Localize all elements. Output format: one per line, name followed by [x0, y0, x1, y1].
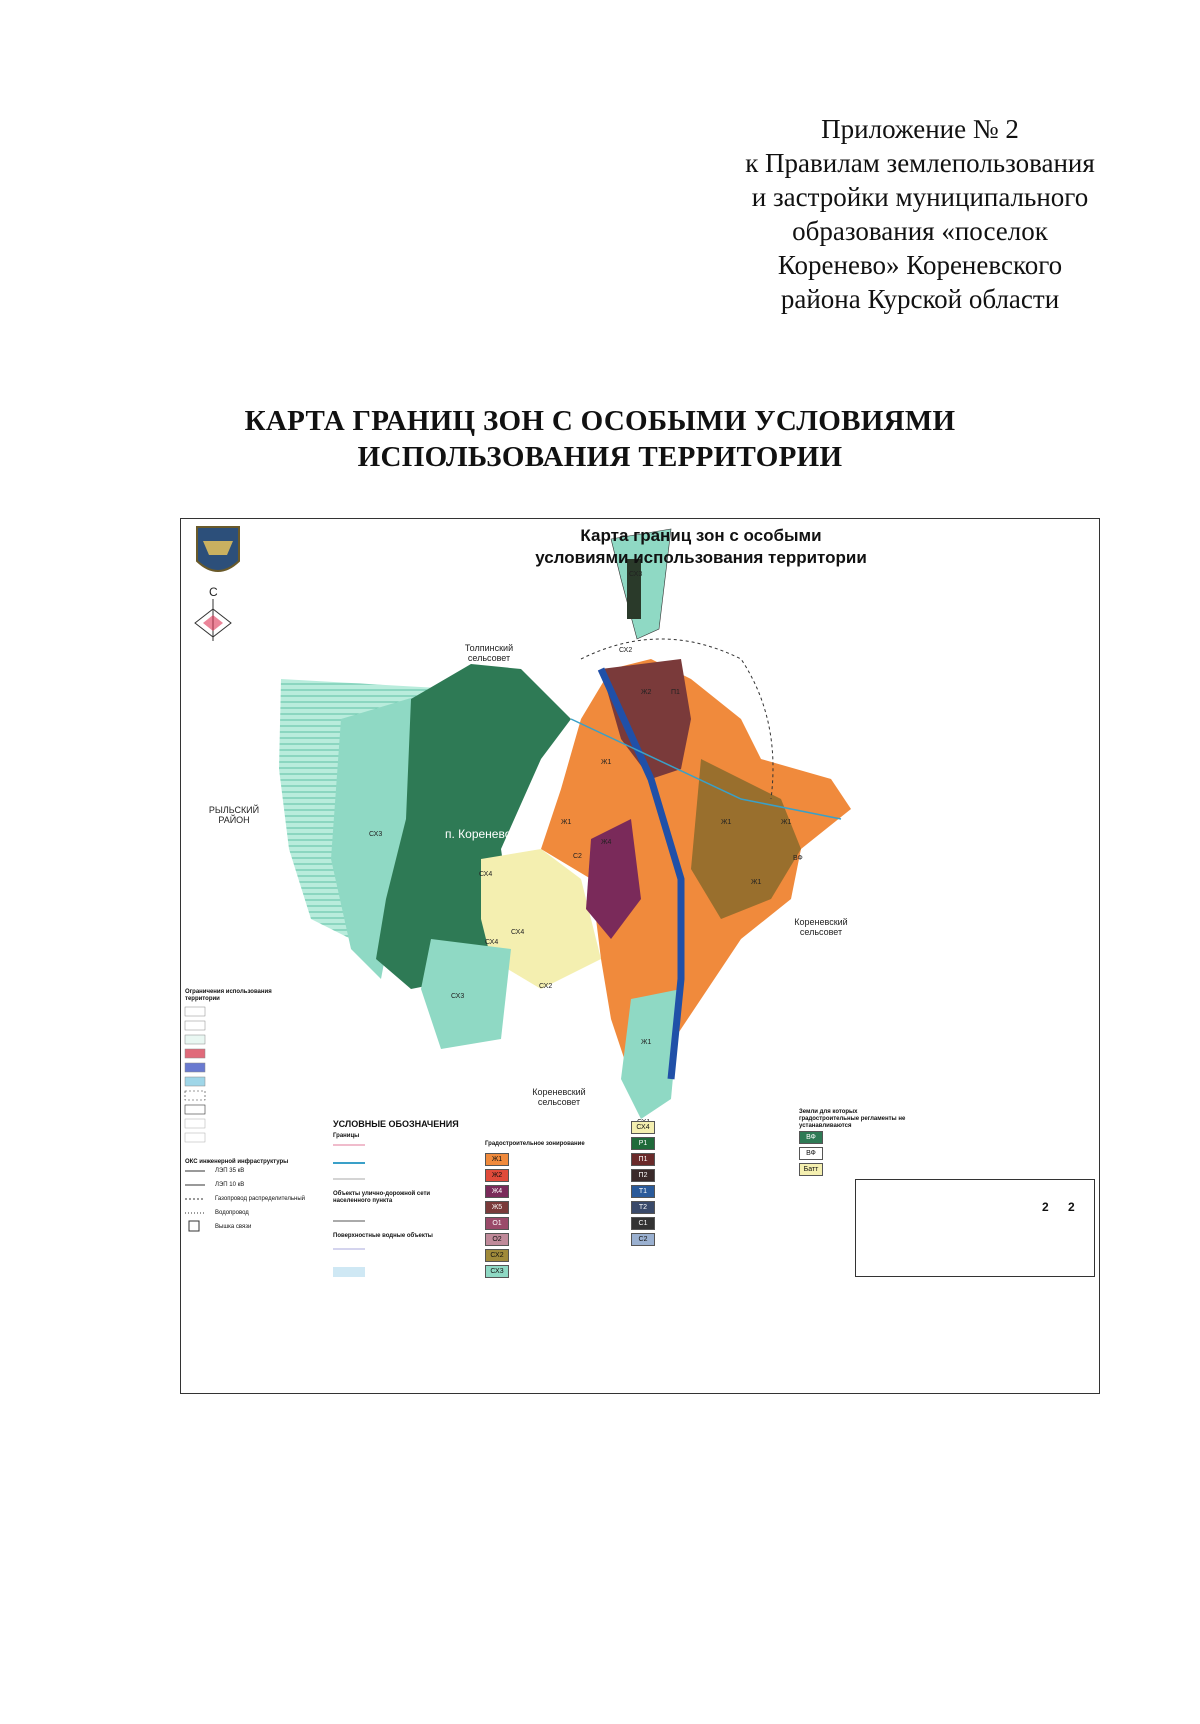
- utility-item: Газопровод распределительный: [215, 1196, 305, 1202]
- zoning-swatch: П2: [631, 1169, 655, 1182]
- document-title-line2: ИСПОЛЬЗОВАНИЯ ТЕРРИТОРИИ: [357, 441, 843, 473]
- zone-tag: Ж4: [601, 839, 612, 846]
- zoning-swatch: Ж4: [485, 1185, 509, 1198]
- north-label: С: [209, 585, 218, 599]
- zoning-swatch: СХ3: [485, 1265, 509, 1278]
- boundaries-heading: Границы: [333, 1133, 360, 1139]
- zone-tag: СХ2: [539, 983, 553, 990]
- coat-of-arms-icon: [197, 527, 239, 571]
- utility-item: Водопровод: [215, 1210, 249, 1216]
- sheet-number: 2: [1042, 1200, 1049, 1214]
- appendix-line: к Правилам землепользования: [745, 148, 1095, 178]
- zone-tag: СХ2: [619, 647, 633, 654]
- special-swatch: ВФ: [799, 1131, 823, 1144]
- zone-tag: СХ4: [485, 939, 499, 946]
- appendix-line: Приложение № 2: [821, 114, 1019, 144]
- zoning-swatch: СХ4: [631, 1121, 655, 1134]
- zone-tag: Ж1: [721, 819, 732, 826]
- zoning-swatch: О1: [485, 1217, 509, 1230]
- appendix-line: района Курской области: [780, 284, 1060, 314]
- zone-tag: СХ3: [369, 831, 383, 838]
- zoning-swatch: Ж2: [485, 1169, 509, 1182]
- neighbor-label-bottom: Кореневский сельсовет: [532, 1087, 586, 1107]
- utilities-legend-heading: ОКС инженерной инфраструктуры: [185, 1159, 289, 1165]
- zone-tag: Ж2: [641, 689, 652, 696]
- neighbor-label-left: РЫЛЬСКИЙ РАЙОН: [208, 805, 260, 825]
- zoning-swatch: Т1: [631, 1185, 655, 1198]
- zone-tag: СХ3: [629, 571, 643, 578]
- sheets-total: 2: [1068, 1200, 1075, 1214]
- zone-tag: Ж1: [561, 819, 572, 826]
- boundary-legend-lines: [333, 1145, 365, 1277]
- agri-zone-sx3-south: [421, 939, 511, 1049]
- utility-item: ЛЭП 10 кВ: [215, 1182, 245, 1188]
- zone-tag: Ж1: [781, 819, 792, 826]
- legend-heading: УСЛОВНЫЕ ОБОЗНАЧЕНИЯ: [333, 1119, 459, 1129]
- appendix-line: образования «поселок: [792, 216, 1048, 246]
- utility-item: Вышка связи: [215, 1224, 252, 1230]
- special-swatch: Батт: [799, 1163, 823, 1176]
- neighbor-label-top: Толпинский сельсовет: [464, 643, 514, 663]
- zoning-swatch: С2: [631, 1233, 655, 1246]
- zoning-swatch: Р1: [631, 1137, 655, 1150]
- zone-tag: Ж1: [751, 879, 762, 886]
- zoning-swatch: О2: [485, 1233, 509, 1246]
- zoning-swatch: Ж1: [485, 1153, 509, 1166]
- zoning-swatch: С1: [631, 1217, 655, 1230]
- zoning-swatch: СХ2: [485, 1249, 509, 1262]
- utility-item: ЛЭП 35 кВ: [215, 1168, 245, 1174]
- title-block-stamp: [855, 1179, 1095, 1277]
- map-title-line1: Карта границ зон с особыми: [580, 526, 822, 545]
- zoning-heading: Градостроительное зонирование: [485, 1141, 585, 1147]
- map-title: [501, 525, 901, 569]
- appendix-line: и застройки муниципального: [751, 182, 1089, 212]
- zone-tag: СХ3: [451, 993, 465, 1000]
- north-arrow-icon: [195, 599, 231, 641]
- special-swatch: ВФ: [799, 1147, 823, 1160]
- neighbor-label-right: Кореневский сельсовет: [794, 917, 848, 937]
- zone-tag: С2: [573, 853, 582, 860]
- special-heading: Земли для которых градостроительные регламенты не устанавливаются: [799, 1109, 906, 1129]
- zoning-swatch: Ж5: [485, 1201, 509, 1214]
- map-title-line2: условиями использования территории: [535, 548, 867, 567]
- map-frame: [180, 518, 1100, 1394]
- road-heading: Объекты улично-дорожной сети населенного пункта: [333, 1191, 431, 1204]
- zone-tag: ВФ: [793, 855, 803, 862]
- zoning-swatch: П1: [631, 1153, 655, 1166]
- utility-legend-lines: [185, 1171, 205, 1231]
- appendix-block: [720, 112, 1120, 316]
- zone-tag: Ж1: [601, 759, 612, 766]
- water-heading: Поверхностные водные объекты: [333, 1233, 433, 1239]
- zone-tag: П1: [671, 689, 680, 696]
- zone-tag: Ж1: [641, 1039, 652, 1046]
- zone-tag: СХ4: [479, 871, 493, 878]
- settlement-label: п. Коренево: [445, 827, 512, 841]
- zone-tag: СХ4: [511, 929, 525, 936]
- restriction-legend-swatches: [185, 1007, 205, 1142]
- zoning-swatch: Т2: [631, 1201, 655, 1214]
- appendix-line: Коренево» Кореневского: [777, 250, 1063, 280]
- restrictions-legend-heading: Ограничения использования территории: [185, 989, 272, 1002]
- document-title-line1: КАРТА ГРАНИЦ ЗОН С ОСОБЫМИ УСЛОВИЯМИ: [244, 405, 956, 437]
